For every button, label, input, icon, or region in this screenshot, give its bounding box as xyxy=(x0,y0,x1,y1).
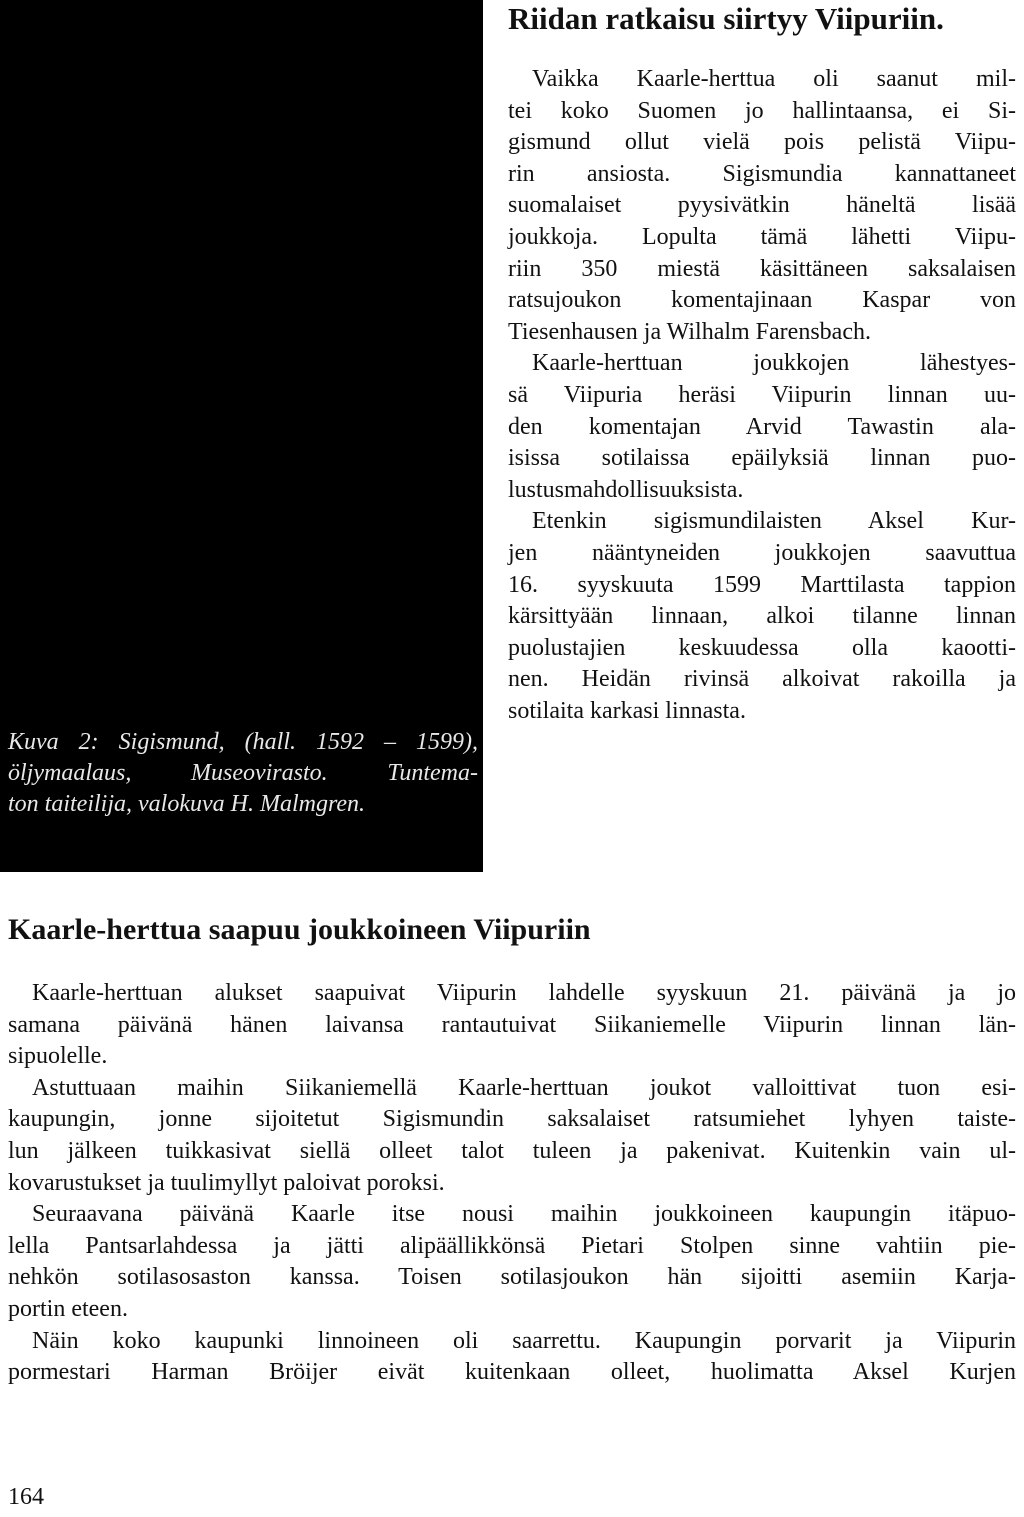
text-line: nehkön sotilasosaston kanssa. Toisen sotilasjoukon hän sijoitti asemiin Karja- xyxy=(8,1264,1016,1291)
section-heading: Kaarle-herttua saapuu joukkoineen Viipuriin xyxy=(8,913,591,946)
text-line: joukkoja. Lopulta tämä lähetti Viipu- xyxy=(508,223,1016,250)
text-line: kärsittyään linnaan, alkoi tilanne linnan xyxy=(508,603,1016,630)
text-line: suomalaiset pyysivätkin häneltä lisää xyxy=(508,192,1016,219)
figure-caption xyxy=(8,727,478,820)
paragraph xyxy=(8,978,1016,1073)
text-line: den komentajan Arvid Tawastin ala- xyxy=(508,413,1016,440)
text-line: Vaikka Kaarle-herttua oli saanut mil- xyxy=(532,66,1016,92)
text-line: sotilaita karkasi linnasta. xyxy=(508,697,746,724)
text-line: jen nääntyneiden joukkojen saavuttua xyxy=(508,539,1016,566)
text-line: nen. Heidän rivinsä alkoivat rakoilla ja xyxy=(508,666,1016,693)
text-line: riin 350 miestä käsittäneen saksalaisen xyxy=(508,255,1016,282)
text-line: pormestari Harman Bröijer eivät kuitenkaan olleet, huolimatta Aksel Kurjen xyxy=(8,1359,1016,1386)
paragraph xyxy=(508,348,1016,506)
text-line: portin eteen. xyxy=(8,1295,128,1322)
text-line: samana päivänä hänen laivansa rantautuivat Siikaniemelle Viipurin linnan län- xyxy=(8,1011,1016,1038)
page-number: 164 xyxy=(8,1484,44,1510)
text-line: lustusmahdollisuuksista. xyxy=(508,476,744,503)
text-line: kovarustukset ja tuulimyllyt paloivat poroksi. xyxy=(8,1169,445,1196)
paragraph xyxy=(8,1326,1016,1389)
text-line: 16. syyskuuta 1599 Marttilasta tappion xyxy=(508,571,1016,598)
text-line: isissa sotilaissa epäilyksiä linnan puo- xyxy=(508,445,1016,472)
text-line: Kaarle-herttuan joukkojen lähestyes- xyxy=(532,350,1016,377)
caption-line: öljymaalaus, Museovirasto. Tuntema- xyxy=(8,760,478,786)
text-line: rin ansiosta. Sigismundia kannattaneet xyxy=(508,160,1016,187)
right-column xyxy=(508,0,1016,727)
text-line: Astuttuaan maihin Siikaniemellä Kaarle-herttuan joukot valloittivat tuon esi- xyxy=(32,1074,1016,1101)
section-heading: Riidan ratkaisu siirtyy Viipuriin. xyxy=(508,1,944,36)
portrait-photo xyxy=(0,0,483,872)
text-line: Näin koko kaupunki linnoineen oli saarrettu. Kaupungin porvarit ja Viipurin xyxy=(32,1327,1016,1354)
section-body xyxy=(8,978,1016,1389)
paragraph xyxy=(508,506,1016,727)
caption-line: Kuva 2: Sigismund, (hall. 1592 – 1599), xyxy=(8,729,478,755)
paragraph xyxy=(8,1199,1016,1325)
text-line: lun jälkeen tuikkasivat siellä olleet talot tuleen ja pakenivat. Kuitenkin vain ul- xyxy=(8,1137,1016,1164)
text-line: puolustajien keskuudessa olla kaootti- xyxy=(508,634,1016,661)
text-line: gismund ollut vielä pois pelistä Viipu- xyxy=(508,129,1016,156)
text-line: ratsujoukon komentajinaan Kaspar von xyxy=(508,287,1016,314)
text-line: lella Pantsarlahdessa ja jätti alipäällikkönsä Pietari Stolpen sinne vahtiin pie- xyxy=(8,1232,1016,1259)
text-line: Etenkin sigismundilaisten Aksel Kur- xyxy=(532,508,1016,535)
caption-line: ton taiteilija, valokuva H. Malmgren. xyxy=(8,791,366,817)
text-line: sipuolelle. xyxy=(8,1043,108,1070)
text-line: Kaarle-herttuan alukset saapuivat Viipurin lahdelle syyskuun 21. päivänä ja jo xyxy=(32,980,1016,1006)
text-line: sä Viipuria heräsi Viipurin linnan uu- xyxy=(508,381,1016,408)
text-line: Tiesenhausen ja Wilhalm Farensbach. xyxy=(508,318,871,345)
main-section xyxy=(8,910,1016,1389)
paragraph xyxy=(508,64,1016,348)
text-line: Seuraavana päivänä Kaarle itse nousi maihin joukkoineen kaupungin itäpuo- xyxy=(32,1201,1016,1228)
text-line: tei koko Suomen jo hallintaansa, ei Si- xyxy=(508,97,1016,124)
text-line: kaupungin, jonne sijoitetut Sigismundin saksalaiset ratsumiehet lyhyen taiste- xyxy=(8,1106,1016,1133)
paragraph xyxy=(8,1073,1016,1199)
section-body xyxy=(508,64,1016,727)
